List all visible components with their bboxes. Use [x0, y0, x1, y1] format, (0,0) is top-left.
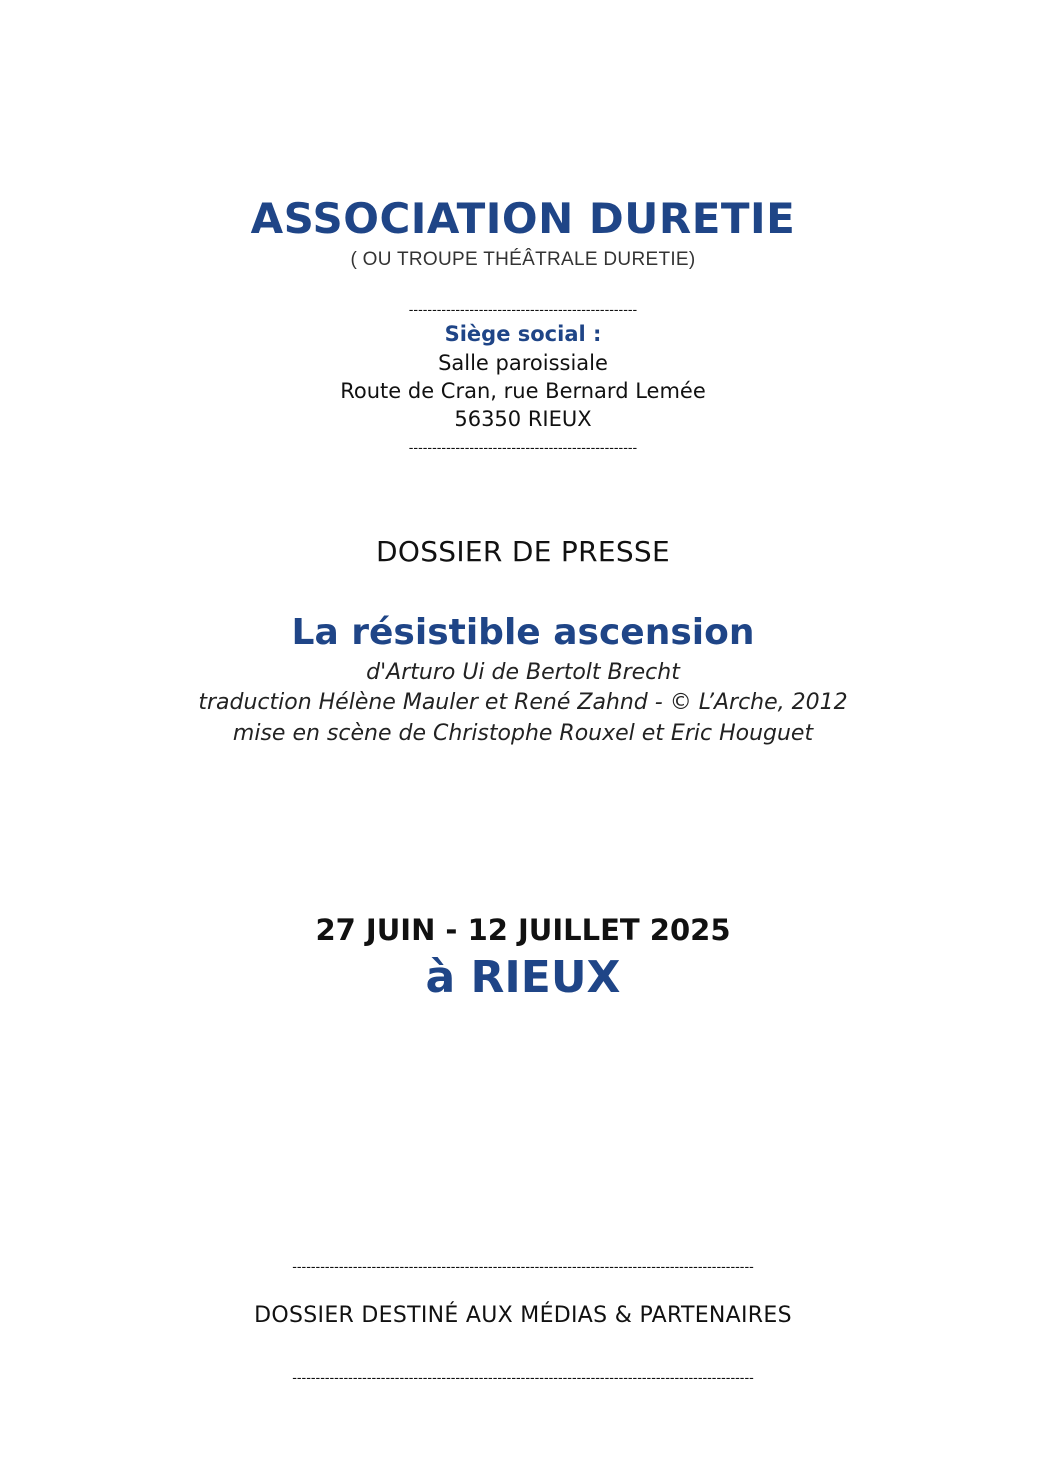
- document-type: DOSSIER DE PRESSE: [376, 535, 670, 568]
- address-label: Siège social :: [444, 322, 602, 346]
- performance-place: à RIEUX: [425, 952, 621, 1003]
- performance-dates: 27 JUIN - 12 JUILLET 2025: [315, 913, 731, 947]
- separator-top: -------------------------------------------------: [408, 301, 638, 317]
- organization-subtitle: ( OU TROUPE THÉÂTRALE DURETIE): [350, 249, 696, 270]
- play-translation-credit: traduction Hélène Mauler et René Zahnd - © L’Arche, 2012: [198, 690, 848, 715]
- audience-note: DOSSIER DESTINÉ AUX MÉDIAS & PARTENAIRES: [254, 1303, 792, 1328]
- separator-address-bottom: -------------------------------------------------: [408, 439, 638, 455]
- organization-title: ASSOCIATION DURETIE: [250, 194, 796, 243]
- play-title: La résistible ascension: [291, 612, 755, 653]
- address-line-city: 56350 RIEUX: [454, 407, 592, 431]
- play-author-credit: d'Arturo Ui de Bertolt Brecht: [366, 660, 680, 685]
- separator-footer-bottom: ---------------------------------------------------------------------------------------------------: [292, 1369, 754, 1385]
- play-direction-credit: mise en scène de Christophe Rouxel et Eric Houguet: [232, 721, 814, 746]
- address-line-street: Route de Cran, rue Bernard Lemée: [340, 379, 706, 403]
- separator-footer-top: ---------------------------------------------------------------------------------------------------: [292, 1258, 754, 1274]
- address-line-venue: Salle paroissiale: [438, 351, 608, 375]
